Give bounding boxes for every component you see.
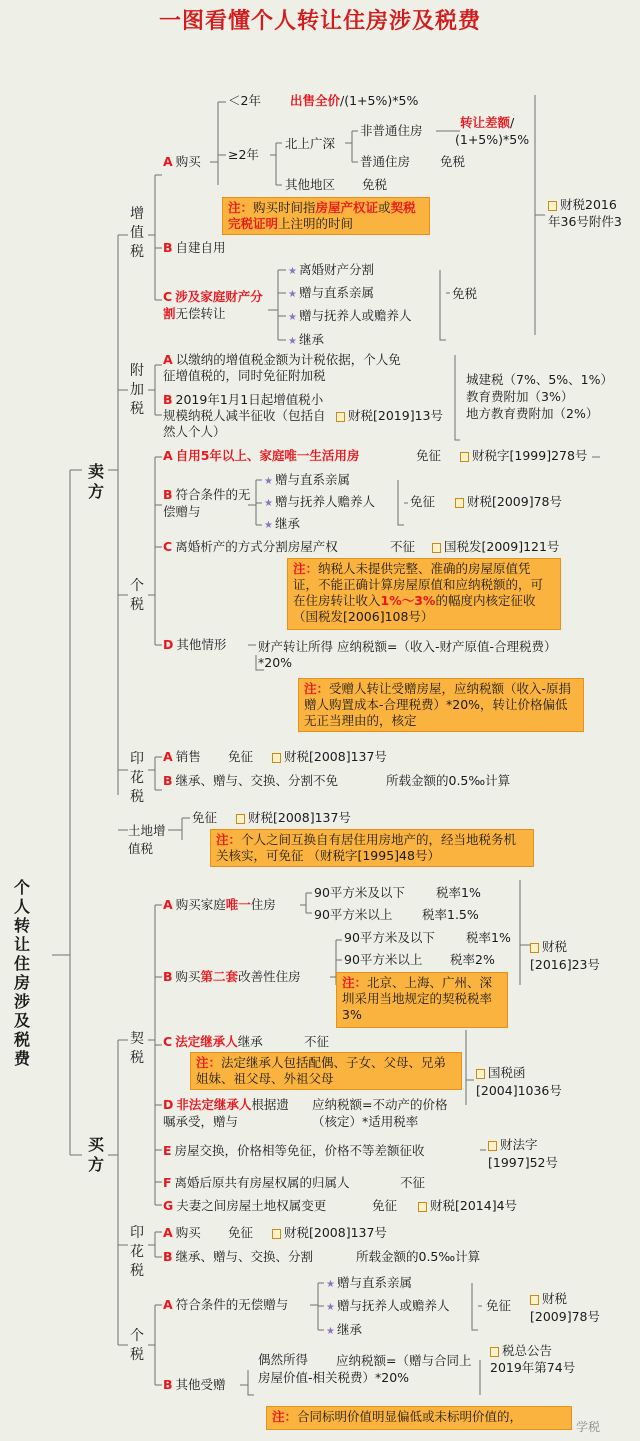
deed-a-range-1: 90平方米及以下 bbox=[314, 885, 405, 900]
stamp-buyer-a-doc: 财税[2008]137号 bbox=[272, 1225, 387, 1241]
vat-bsgs: 北上广深 bbox=[285, 136, 336, 151]
vat-c-item: ★ 赠与抚养人或赡养人 bbox=[288, 308, 412, 323]
page-title: 一图看懂个人转让住房涉及税费 bbox=[158, 9, 481, 34]
deed-b-range-2: 90平方米以上 bbox=[344, 952, 423, 967]
deed-label: 契税 bbox=[130, 1031, 144, 1066]
iit-note-2: 注：受赠人转让受赠房屋，应纳税额（收入-原捐赠人购置成本-合理税费）*20%，转让价格偏低无正当理由的，核定 bbox=[298, 678, 584, 732]
iit-b-item: ★ 继承 bbox=[264, 516, 300, 531]
vat-a: A 购买 bbox=[163, 154, 201, 169]
document-icon bbox=[418, 1202, 427, 1212]
deed-d: D 非法定继承人根据遗嘱承受，赠与 bbox=[163, 1097, 289, 1129]
iit-buyer-b-formula: 应纳税额=（赠与合同上房屋价值-相关税费）*20% bbox=[258, 1353, 472, 1385]
document-icon bbox=[490, 1347, 499, 1357]
iit-note-1: 注：纳税人未提供完整、准确的房屋原值凭证，不能正确计算房屋原值和应纳税额的，可在住房转让收入1%～3%的幅度内核定征收（国税发[2006]108号） bbox=[287, 558, 561, 630]
star-icon: ★ bbox=[264, 476, 273, 487]
star-icon: ★ bbox=[326, 1279, 335, 1290]
deed-c: C 法定继承人继承 bbox=[163, 1034, 263, 1049]
vat-c: C 涉及家庭财产分割无偿转让 bbox=[163, 289, 263, 321]
iit-label: 个税 bbox=[130, 578, 144, 613]
stamp-seller-a: A 销售 bbox=[163, 749, 201, 764]
vat-c-item: ★ 赠与直系亲属 bbox=[288, 285, 374, 300]
deed-b: B 购买第二套改善性住房 bbox=[163, 969, 301, 984]
document-icon bbox=[530, 1295, 539, 1305]
iit-a-exempt: 免征 bbox=[416, 448, 442, 463]
deed-cd-doc: 国税函[2004]1036号 bbox=[476, 1065, 562, 1098]
buyer-node: 买方 bbox=[88, 1135, 105, 1174]
iit-b-item: ★ 赠与抚养人赡养人 bbox=[264, 494, 375, 509]
document-icon bbox=[548, 201, 557, 211]
vat-c-item: ★ 继承 bbox=[288, 332, 324, 347]
deed-d-formula: 应纳税额=不动产的价格（核定）*适用税率 bbox=[312, 1097, 448, 1129]
deed-g: G 夫妻之间房屋土地权属变更 bbox=[163, 1198, 327, 1213]
deed-a: A 购买家庭唯一住房 bbox=[163, 897, 276, 912]
iit-c-exempt: 不征 bbox=[390, 539, 416, 554]
vat-b: B 自建自用 bbox=[163, 240, 226, 255]
surtax-b-doc: 财税[2019]13号 bbox=[336, 408, 443, 424]
stamp-buyer-a: A 购买 bbox=[163, 1225, 201, 1240]
vat-ordinary: 普通住房 bbox=[360, 154, 411, 169]
deed-e: E 房屋交换，价格相等免征，价格不等差额征收 bbox=[163, 1143, 425, 1158]
star-icon: ★ bbox=[288, 289, 297, 300]
stamp-seller-label: 印花税 bbox=[130, 751, 144, 805]
star-icon: ★ bbox=[326, 1302, 335, 1313]
deed-ab-doc: 财税[2016]23号 bbox=[530, 939, 600, 972]
vat-c-item: ★ 离婚财产分割 bbox=[288, 262, 374, 277]
deed-f-exempt: 不征 bbox=[400, 1175, 426, 1190]
iit-buyer-b-doc: 税总公告2019年第74号 bbox=[490, 1343, 576, 1375]
vat-other-area: 其他地区 bbox=[285, 177, 336, 192]
stamp-seller-a-exempt: 免征 bbox=[228, 749, 254, 764]
stamp-buyer-b: B 继承、赠与、交换、分割 bbox=[163, 1249, 314, 1264]
stamp-seller-b: B 继承、赠与、交换、分割不免 bbox=[163, 773, 339, 788]
vat-other-exempt: 免税 bbox=[362, 177, 388, 192]
vat-ge2: ≥2年 bbox=[228, 147, 259, 162]
deed-c-exempt: 不征 bbox=[304, 1034, 330, 1049]
deed-b-rate-1: 税率1% bbox=[466, 930, 511, 945]
deed-a-rate-1: 税率1% bbox=[436, 885, 481, 900]
document-icon bbox=[336, 412, 345, 422]
land-vat-note: 注：个人之间互换自有居住用房地产的，经当地税务机关核实，可免征 （财税字[1995]48号） bbox=[210, 829, 534, 867]
stamp-buyer-label: 印花税 bbox=[130, 1225, 144, 1279]
land-vat-label: 土地增值税 bbox=[128, 823, 166, 856]
surtax-b: B 2019年1月1日起增值税小规模纳税人减半征收（包括自然人个人） bbox=[163, 392, 326, 439]
document-icon bbox=[236, 814, 245, 824]
vat-diff: 转让差额/ bbox=[460, 115, 515, 130]
iit-c-doc: 国税发[2009]121号 bbox=[432, 539, 559, 555]
iit-buyer-a: A 符合条件的无偿赠与 bbox=[163, 1297, 289, 1312]
document-icon bbox=[272, 753, 281, 763]
deed-b-note: 注：北京、上海、广州、深圳采用当地规定的契税税率3% bbox=[336, 972, 508, 1028]
iit-b-exempt: 免征 bbox=[410, 494, 436, 509]
deed-e-doc: 财法字[1997]52号 bbox=[488, 1137, 558, 1170]
iit-d: D 其他情形 bbox=[163, 637, 227, 652]
vat-lt2: ＜2年 bbox=[228, 93, 261, 108]
star-icon: ★ bbox=[264, 498, 273, 509]
vat-ordinary-exempt: 免税 bbox=[440, 154, 466, 169]
surtax-rate-1: 城建税（7%、5%、1%） bbox=[466, 372, 613, 387]
surtax-rate-3: 地方教育费附加（2%） bbox=[466, 406, 599, 421]
surtax-rate-2: 教育费附加（3%） bbox=[466, 389, 574, 404]
star-icon: ★ bbox=[264, 520, 273, 531]
vat-doc: 财税2016年36号附件3 bbox=[548, 197, 622, 229]
seller-node: 卖方 bbox=[88, 462, 105, 501]
deed-f: F 离婚后原共有房屋权属的归属人 bbox=[163, 1175, 350, 1190]
watermark: 学税 bbox=[576, 1420, 601, 1434]
document-icon bbox=[460, 452, 469, 462]
vat-c-exempt: 免税 bbox=[452, 286, 478, 301]
iit-c: C 离婚析产的方式分割房屋产权 bbox=[163, 539, 338, 554]
document-icon bbox=[272, 1229, 281, 1239]
iit-buyer-b-type: 偶然所得 bbox=[258, 1352, 309, 1367]
iit-buyer-label: 个税 bbox=[130, 1328, 144, 1363]
star-icon: ★ bbox=[288, 266, 297, 277]
deed-b-rate-2: 税率2% bbox=[450, 952, 495, 967]
iit-buyer-a-item: ★ 赠与抚养人或赡养人 bbox=[326, 1298, 450, 1313]
vat-time-note: 注：购买时间指房屋产权证或契税完税证明上注明的时间 bbox=[222, 197, 430, 235]
surtax-label: 附加税 bbox=[130, 363, 144, 417]
land-vat-doc: 财税[2008]137号 bbox=[236, 810, 351, 826]
document-icon bbox=[476, 1069, 485, 1079]
deed-g-doc: 财税[2014]4号 bbox=[418, 1198, 517, 1214]
iit-a: A 自用5年以上、家庭唯一生活用房 bbox=[163, 448, 360, 463]
iit-buyer-a-doc: 财税[2009]78号 bbox=[530, 1291, 600, 1324]
iit-b: B 符合条件的无偿赠与 bbox=[163, 487, 251, 519]
deed-g-exempt: 免征 bbox=[372, 1198, 398, 1213]
surtax-a: A 以缴纳的增值税金额为计税依据，个人免征增值税的，同时免征附加税 bbox=[163, 352, 401, 383]
deed-a-range-2: 90平方米以上 bbox=[314, 907, 393, 922]
land-vat-exempt: 免征 bbox=[192, 810, 218, 825]
document-icon bbox=[488, 1141, 497, 1151]
iit-buyer-a-exempt: 免征 bbox=[486, 1298, 512, 1313]
vat-non-ordinary: 非普通住房 bbox=[360, 123, 423, 138]
vat-lt2-formula: 出售全价/(1+5%)*5% bbox=[290, 93, 419, 108]
iit-a-doc: 财税字[1999]278号 bbox=[460, 448, 587, 464]
iit-buyer-a-item: ★ 赠与直系亲属 bbox=[326, 1275, 412, 1290]
iit-buyer-a-item: ★ 继承 bbox=[326, 1322, 362, 1337]
iit-d-formula: 财产转让所得 应纳税额=（收入-财产原值-合理税费）*20% bbox=[258, 639, 557, 670]
iit-buyer-note: 注：合同标明价值明显偏低或未标明价值的， bbox=[266, 1406, 572, 1430]
iit-b-doc: 财税[2009]78号 bbox=[455, 494, 562, 510]
iit-buyer-b: B 其他受赠 bbox=[163, 1377, 226, 1392]
stamp-buyer-b-calc: 所载金额的0.5‰计算 bbox=[356, 1249, 481, 1264]
vat-label: 增值税 bbox=[130, 206, 144, 260]
iit-b-item: ★ 赠与直系亲属 bbox=[264, 472, 350, 487]
document-icon bbox=[432, 543, 441, 553]
star-icon: ★ bbox=[288, 336, 297, 347]
stamp-seller-a-doc: 财税[2008]137号 bbox=[272, 749, 387, 765]
stamp-buyer-a-exempt: 免征 bbox=[228, 1225, 254, 1240]
vat-diff-formula: (1+5%)*5% bbox=[455, 132, 530, 147]
root-node: 个人转让住房涉及税费 bbox=[14, 878, 31, 1068]
deed-a-rate-2: 税率1.5% bbox=[422, 907, 479, 922]
deed-c-note: 注：法定继承人包括配偶、子女、父母、兄弟姐妹、祖父母、外祖父母 bbox=[190, 1052, 462, 1090]
star-icon: ★ bbox=[288, 312, 297, 323]
star-icon: ★ bbox=[326, 1326, 335, 1337]
deed-b-range-1: 90平方米及以下 bbox=[344, 930, 435, 945]
document-icon bbox=[455, 498, 464, 508]
document-icon bbox=[530, 943, 539, 953]
stamp-seller-b-calc: 所载金额的0.5‰计算 bbox=[386, 773, 511, 788]
